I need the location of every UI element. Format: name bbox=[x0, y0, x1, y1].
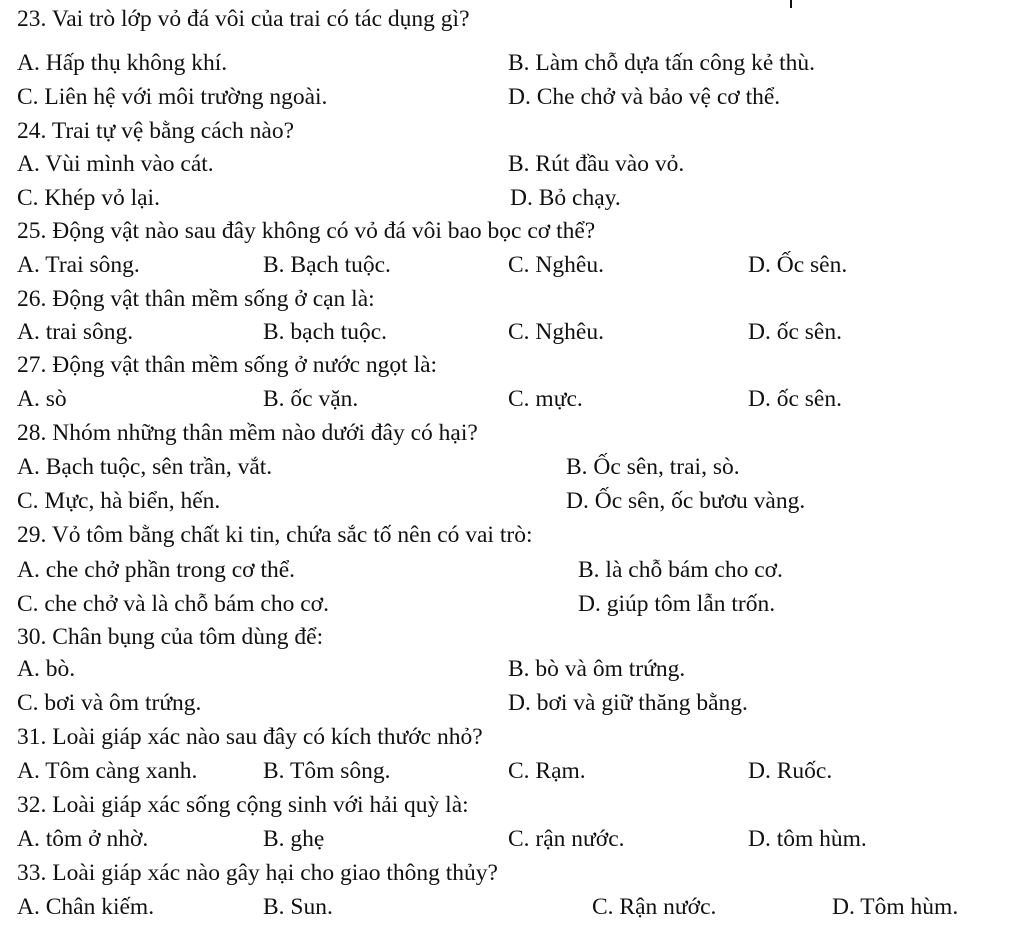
options-row bbox=[0, 754, 1024, 788]
question-stem: 32. Loài giáp xác sống cộng sinh với hải quỳ là: bbox=[17, 792, 469, 818]
option-a: A. bò. bbox=[17, 656, 76, 682]
option-d: D. Che chở và bảo vệ cơ thể. bbox=[508, 84, 781, 110]
option-b: B. Rút đầu vào vỏ. bbox=[508, 151, 685, 177]
question-stem: 23. Vai trò lớp vỏ đá vôi của trai có tác dụng gì? bbox=[17, 6, 470, 32]
question-stem: 31. Loài giáp xác nào sau đây có kích thước nhỏ? bbox=[17, 724, 483, 750]
question-25 bbox=[0, 214, 1024, 248]
question-27 bbox=[0, 348, 1024, 382]
options-row bbox=[0, 450, 1024, 484]
question-stem: 28. Nhóm những thân mềm nào dưới đây có hại? bbox=[17, 420, 478, 446]
option-b: B. bạch tuộc. bbox=[263, 319, 387, 345]
option-d: D. Bỏ chạy. bbox=[510, 185, 621, 211]
question-stem: 25. Động vật nào sau đây không có vỏ đá vôi bao bọc cơ thể? bbox=[17, 218, 596, 244]
question-28 bbox=[0, 416, 1024, 450]
option-c: C. Nghêu. bbox=[508, 252, 604, 278]
option-b: B. ghẹ bbox=[263, 826, 325, 852]
option-a: A. tôm ở nhờ. bbox=[17, 826, 149, 852]
question-26 bbox=[0, 282, 1024, 316]
option-b: B. Làm chỗ dựa tấn công kẻ thù. bbox=[508, 50, 816, 76]
option-a: A. Tôm càng xanh. bbox=[17, 758, 198, 784]
options-row bbox=[0, 686, 1024, 720]
options-row bbox=[0, 248, 1024, 282]
question-23 bbox=[0, 2, 1024, 36]
question-24 bbox=[0, 114, 1024, 148]
option-d: D. ốc sên. bbox=[748, 319, 842, 345]
option-c: C. Mực, hà biển, hến. bbox=[17, 488, 221, 514]
question-stem: 27. Động vật thân mềm sống ở nước ngọt là: bbox=[17, 352, 438, 378]
question-30 bbox=[0, 620, 1024, 654]
options-row bbox=[0, 80, 1024, 114]
option-c: C. Rạm. bbox=[508, 758, 586, 784]
option-d: D. Ốc sên. bbox=[748, 252, 848, 278]
option-d: D. Ốc sên, ốc bươu vàng. bbox=[566, 488, 806, 514]
option-b: B. Ốc sên, trai, sò. bbox=[566, 454, 740, 480]
option-d: D. ốc sên. bbox=[748, 386, 842, 412]
question-stem: 24. Trai tự vệ bằng cách nào? bbox=[17, 118, 295, 144]
option-a: A. Chân kiếm. bbox=[17, 894, 155, 920]
option-c: C. Rận nước. bbox=[592, 894, 717, 920]
option-b: B. bò và ôm trứng. bbox=[508, 656, 686, 682]
option-c: C. rận nước. bbox=[508, 826, 625, 852]
option-d: D. Tôm hùm. bbox=[832, 894, 959, 920]
option-d: D. Ruốc. bbox=[748, 758, 833, 784]
options-row bbox=[0, 822, 1024, 856]
question-stem: 33. Loài giáp xác nào gây hại cho giao thông thủy? bbox=[17, 860, 498, 886]
question-33 bbox=[0, 856, 1024, 890]
option-a: A. Vùi mình vào cát. bbox=[17, 151, 214, 177]
question-29 bbox=[0, 518, 1024, 552]
option-d: D. bơi và giữ thăng bằng. bbox=[508, 690, 748, 716]
options-row bbox=[0, 890, 1024, 924]
question-stem: 26. Động vật thân mềm sống ở cạn là: bbox=[17, 286, 375, 312]
option-d: D. giúp tôm lẫn trốn. bbox=[578, 591, 776, 617]
options-row bbox=[0, 315, 1024, 349]
option-b: B. Sun. bbox=[263, 894, 333, 920]
question-stem: 29. Vỏ tôm bằng chất ki tin, chứa sắc tố nên có vai trò: bbox=[17, 522, 533, 548]
option-c: C. Nghêu. bbox=[508, 319, 604, 345]
options-row bbox=[0, 147, 1024, 181]
option-b: B. ốc vặn. bbox=[263, 386, 359, 412]
question-stem: 30. Chân bụng của tôm dùng để: bbox=[17, 624, 324, 650]
option-a: A. Trai sông. bbox=[17, 252, 140, 278]
options-row bbox=[0, 181, 1024, 215]
question-32 bbox=[0, 788, 1024, 822]
options-row bbox=[0, 484, 1024, 518]
option-a: A. sò bbox=[17, 386, 67, 412]
option-c: C. che chở và là chỗ bám cho cơ. bbox=[17, 591, 329, 617]
option-a: A. Bạch tuộc, sên trần, vắt. bbox=[17, 454, 273, 480]
option-a: A. trai sông. bbox=[17, 319, 134, 345]
options-row bbox=[0, 382, 1024, 416]
options-row bbox=[0, 587, 1024, 621]
options-row bbox=[0, 553, 1024, 587]
option-b: B. là chỗ bám cho cơ. bbox=[578, 557, 783, 583]
question-31 bbox=[0, 720, 1024, 754]
option-a: A. che chở phần trong cơ thể. bbox=[17, 557, 296, 583]
option-c: C. mực. bbox=[508, 386, 583, 412]
option-d: D. tôm hùm. bbox=[748, 826, 867, 852]
option-c: C. Liên hệ với môi trường ngoài. bbox=[17, 84, 328, 110]
option-c: C. Khép vỏ lại. bbox=[17, 185, 160, 211]
option-c: C. bơi và ôm trứng. bbox=[17, 690, 202, 716]
option-b: B. Tôm sông. bbox=[263, 758, 391, 784]
option-b: B. Bạch tuộc. bbox=[263, 252, 391, 278]
option-a: A. Hấp thụ không khí. bbox=[17, 50, 228, 76]
options-row bbox=[0, 46, 1024, 80]
options-row bbox=[0, 652, 1024, 686]
